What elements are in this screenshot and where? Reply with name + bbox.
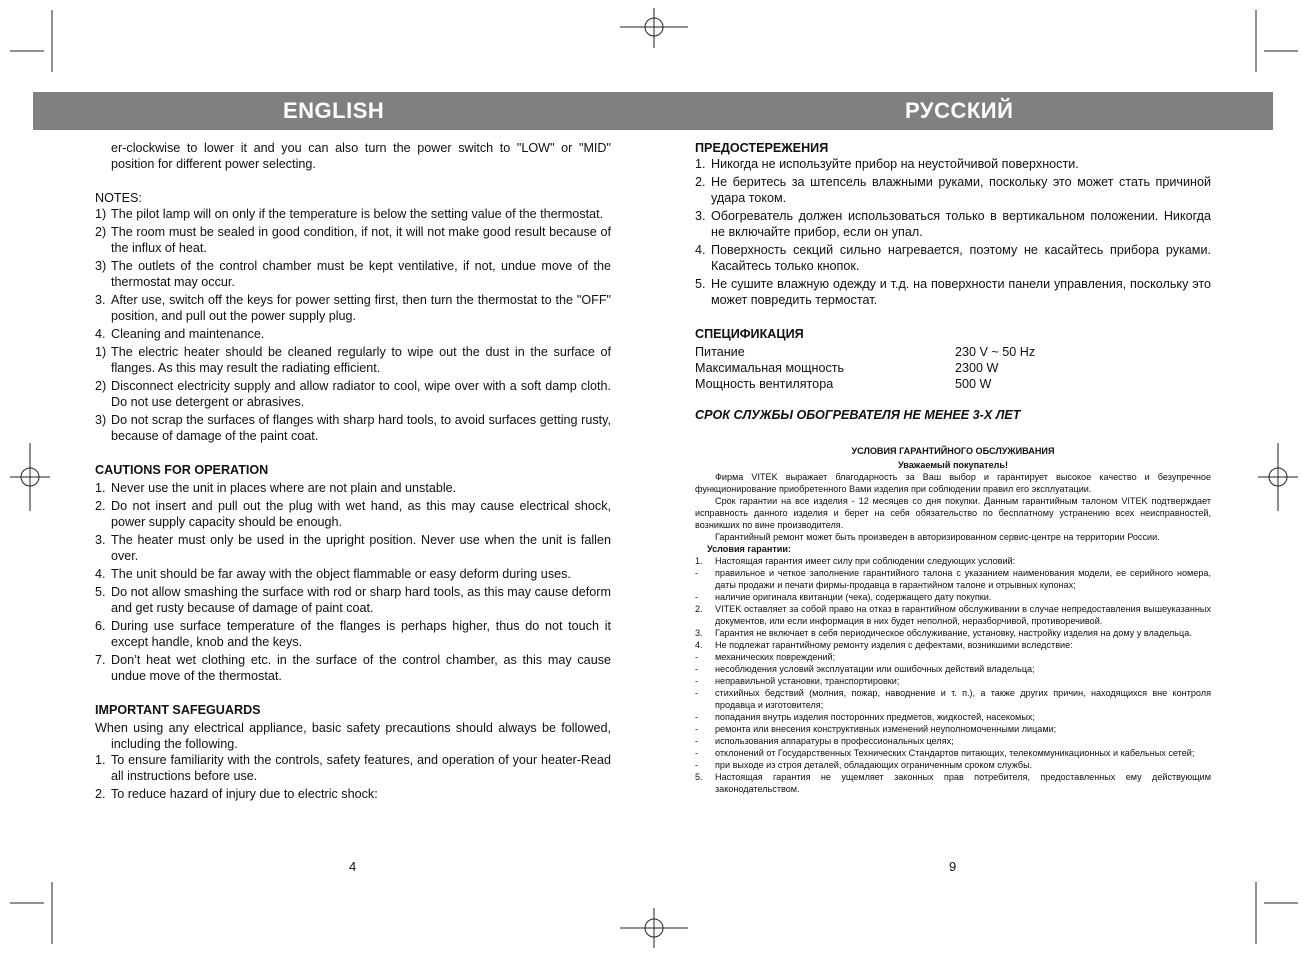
item-number: 2.: [95, 499, 106, 513]
list-item: [95, 412, 611, 444]
item-text: Do not allow smashing the surface with rod or sharp hard tools, as this may cause deform and get rusty because of damage of paint coat.: [111, 585, 611, 615]
warranty-item: [695, 627, 1211, 639]
item-number: 2.: [95, 787, 106, 801]
item-text: The electric heater should be cleaned regularly to wipe out the dust in the surface of flanges. As this may result the radiating efficient.: [111, 345, 611, 375]
item-text: After use, switch off the keys for power setting first, then turn the thermostat to the "OFF" position, and pull out the power supply plug.: [111, 293, 611, 323]
list-item: [695, 156, 1211, 172]
page-number-right: 9: [949, 859, 957, 874]
warranty-text: Не подлежат гарантийному ремонту изделия с дефектами, возникшими вследствие:: [715, 640, 1073, 650]
warranty-text: VITEK оставляет за собой право на отказ в гарантийном обслуживании в случае непредоставления вышеуказанных документов, или если информация в них будет неполной, неразборчивой, противоречивой.: [715, 604, 1211, 626]
warranty-bullet: -: [695, 676, 699, 686]
list-item: [95, 584, 611, 616]
warranty-paragraph: Гарантийный ремонт может быть произведен в авторизированном сервис-центре на территории России.: [715, 532, 1160, 542]
warranty-text: при выходе из строя деталей, обладающих ограниченным сроком службы.: [715, 760, 1033, 770]
warranty-text: наличие оригинала квитанции (чека), содержащего дату покупки.: [715, 592, 992, 602]
list-item: [95, 326, 611, 342]
warnings-list: [695, 156, 1211, 308]
item-number: 3.: [695, 209, 706, 223]
list-item: [95, 292, 611, 324]
warranty-paragraph: Срок гарантии на все изделия - 12 месяцев со дня покупки. Данным гарантийным талоном VITEK подтверждает исправность данного изделия и берет на себя обязательство по бесплатному устранению всех неисправностей, возникших по вине производителя.: [695, 496, 1211, 530]
list-item: [695, 174, 1211, 206]
item-text: The pilot lamp will on only if the temperature is below the setting value of the thermostat.: [111, 207, 604, 221]
warnings-title: ПРЕДОСТЕРЕЖЕНИЯ: [695, 141, 829, 155]
spec-row: [695, 344, 1211, 360]
item-number: 1.: [695, 157, 706, 171]
cautions-title: CAUTIONS FOR OPERATION: [95, 463, 269, 477]
item-text: Обогреватель должен использоваться только в вертикальном положении. Никогда не включайте прибор, если он упал.: [711, 209, 1211, 239]
warranty-item: [695, 555, 1211, 567]
warranty-bullet: -: [695, 736, 699, 746]
notes-list: [95, 206, 611, 444]
spec-key: Мощность вентилятора: [695, 377, 834, 391]
warranty-text: стихийных бедствий (молния, пожар, наводнение и т. п.), а также других причин, находящихся вне контроля продавца и изготовителя;: [715, 688, 1211, 710]
warranty-item: [695, 687, 1211, 711]
russian-column: [695, 140, 1211, 423]
item-text: Не беритесь за штепсель влажными руками, поскольку это может стать причиной удара током.: [711, 175, 1211, 205]
list-item: [95, 618, 611, 650]
item-text: The heater must only be used in the upright position. Never use when the unit is fallen over.: [111, 533, 611, 563]
item-number: 3): [95, 413, 107, 427]
list-item: [95, 652, 611, 684]
list-item: [695, 242, 1211, 274]
warranty-item: [695, 711, 1211, 723]
item-number: 3.: [95, 293, 106, 307]
warranty-bullet: -: [695, 664, 699, 674]
spec-value: 230 V ~ 50 Hz: [955, 345, 1036, 359]
warranty-greeting: Уважаемый покупатель!: [897, 460, 1009, 470]
intro-text: er-clockwise to lower it and you can also turn the power switch to "LOW" or "MID" position for different power selecting.: [111, 141, 611, 171]
warranty-text: механических повреждений;: [715, 652, 836, 662]
warranty-item: [695, 771, 1211, 795]
warranty-text: Настоящая гарантия не ущемляет законных прав потребителя, предоставленных ему действующим законодательством.: [715, 772, 1211, 794]
warranty-bullet: -: [695, 652, 699, 662]
item-text: Disconnect electricity supply and allow radiator to cool, wipe over with a soft damp cloth. Do not use detergent or abrasives.: [111, 379, 611, 409]
warranty-text: отклонений от Государственных Технических Стандартов питающих, телекоммуникационных и кабельных сетей;: [715, 748, 1195, 758]
item-text: Не сушите влажную одежду и т.д. на поверхности панели управления, поскольку это может повредить термостат.: [711, 277, 1211, 307]
lifetime-note: СРОК СЛУЖБЫ ОБОГРЕВАТЕЛЯ НЕ МЕНЕЕ 3-Х ЛЕТ: [695, 408, 1021, 422]
warranty-text: правильное и четкое заполнение гарантийного талона с указанием наименования модели, ее серийного номера, даты продажи и печати фирмы-продавца в гарантийном талоне и отрывных купонах;: [715, 568, 1211, 590]
warranty-item: [695, 735, 1211, 747]
warranty-bullet: -: [695, 760, 699, 770]
warranty-item: [695, 723, 1211, 735]
warranty-text: Настоящая гарантия имеет силу при соблюдении следующих условий:: [715, 556, 1016, 566]
warranty-section: [695, 445, 1211, 795]
item-text: Поверхность секций сильно нагревается, поэтому не касайтесь прибора руками. Касайтесь только кнопок.: [711, 243, 1211, 273]
notes-title: NOTES:: [95, 191, 142, 205]
warranty-text: неправильной установки, транспортировки;: [715, 676, 900, 686]
item-text: The room must be sealed in good condition, if not, it will not make good result because of the influx of heat.: [111, 225, 611, 255]
spec-value: 500 W: [955, 377, 992, 391]
warranty-item: [695, 567, 1211, 591]
list-item: [95, 786, 611, 802]
item-number: 3): [95, 259, 107, 273]
list-item: [95, 258, 611, 290]
warranty-text: несоблюдения условий эксплуатации или ошибочных действий владельца;: [715, 664, 1035, 674]
list-item: [95, 752, 611, 784]
warranty-item: [695, 759, 1211, 771]
list-item: [95, 224, 611, 256]
warranty-bullet: 4.: [695, 640, 703, 650]
item-text: To reduce hazard of injury due to electric shock:: [111, 787, 378, 801]
warranty-title: УСЛОВИЯ ГАРАНТИЙНОГО ОБСЛУЖИВАНИЯ: [851, 446, 1055, 456]
item-number: 4.: [695, 243, 706, 257]
warranty-text: ремонта или внесения конструктивных изменений неуполномоченными лицами;: [715, 724, 1057, 734]
item-number: 2): [95, 225, 107, 239]
spec-key: Питание: [695, 345, 745, 359]
warranty-bullet: 2.: [695, 604, 703, 614]
page-number-left: 4: [349, 859, 357, 874]
list-item: [95, 378, 611, 410]
item-number: 1.: [95, 481, 106, 495]
item-text: Никогда не используйте прибор на неустойчивой поверхности.: [711, 157, 1079, 171]
spec-table: [695, 344, 1211, 392]
item-number: 1.: [95, 753, 106, 767]
warranty-bullet: 5.: [695, 772, 703, 782]
spec-value: 2300 W: [955, 361, 999, 375]
warranty-item: [695, 639, 1211, 651]
warranty-conditions-label: Условия гарантии:: [707, 544, 791, 554]
list-item: [95, 566, 611, 582]
item-text: Don’t heat wet clothing etc. in the surface of the control chamber, as this may cause undue move of the thermostat.: [111, 653, 611, 683]
warranty-list: [695, 555, 1211, 795]
item-number: 3.: [95, 533, 106, 547]
list-item: [95, 498, 611, 530]
item-number: 5.: [95, 585, 106, 599]
item-text: During use surface temperature of the flanges is perhaps higher, thus do not touch it except handle, knob and the keys.: [111, 619, 611, 649]
warranty-item: [695, 651, 1211, 663]
item-number: 1): [95, 345, 107, 359]
warranty-item: [695, 603, 1211, 627]
warranty-bullet: -: [695, 748, 699, 758]
item-number: 4.: [95, 567, 106, 581]
warranty-text: использования аппаратуры в профессиональных целях;: [715, 736, 954, 746]
item-number: 4.: [95, 327, 106, 341]
list-item: [695, 208, 1211, 240]
spec-row: [695, 360, 1211, 376]
item-number: 1): [95, 207, 107, 221]
item-text: The unit should be far away with the object flammable or easy deform during uses.: [111, 567, 571, 581]
english-column: [95, 140, 611, 804]
cautions-list: [95, 480, 611, 684]
safeguards-list: [95, 752, 611, 802]
item-text: Do not insert and pull out the plug with wet hand, as this may cause electrical shock, power supply capacity should be enough.: [111, 499, 611, 529]
list-item: [95, 206, 611, 222]
item-number: 2.: [695, 175, 706, 189]
item-number: 7.: [95, 653, 106, 667]
item-text: To ensure familiarity with the controls, safety features, and operation of your heater-Read all instructions before use.: [111, 753, 611, 783]
item-number: 2): [95, 379, 107, 393]
spec-key: Максимальная мощность: [695, 361, 845, 375]
spec-row: [695, 376, 1211, 392]
warranty-item: [695, 747, 1211, 759]
list-item: [95, 532, 611, 564]
warranty-bullet: -: [695, 568, 699, 578]
warranty-bullet: 1.: [695, 556, 703, 566]
item-number: 6.: [95, 619, 106, 633]
warranty-bullet: -: [695, 688, 699, 698]
list-item: [95, 480, 611, 496]
warranty-bullet: -: [695, 712, 699, 722]
safeguards-intro: When using any electrical appliance, basic safety precautions should always be followed, including the following.: [95, 721, 611, 751]
warranty-text: Гарантия не включает в себя периодическое обслуживание, установку, настройку изделия на дому у владельца.: [715, 628, 1192, 638]
warranty-item: [695, 591, 1211, 603]
english-heading: ENGLISH: [283, 98, 385, 123]
safeguards-title: IMPORTANT SAFEGUARDS: [95, 703, 261, 717]
item-number: 5.: [695, 277, 706, 291]
item-text: The outlets of the control chamber must be kept ventilative, if not, undue move of the thermostat may occur.: [111, 259, 611, 289]
list-item: [95, 344, 611, 376]
item-text: Do not scrap the surfaces of flanges with sharp hard tools, to avoid surfaces getting rusty, because of damage of the paint coat.: [111, 413, 611, 443]
russian-heading: РУССКИЙ: [905, 98, 1014, 123]
warranty-item: [695, 663, 1211, 675]
list-item: [695, 276, 1211, 308]
warranty-bullet: 3.: [695, 628, 703, 638]
warranty-bullet: -: [695, 724, 699, 734]
warranty-text: попадания внутрь изделия посторонних предметов, жидкостей, насекомых;: [715, 712, 1035, 722]
spec-title: СПЕЦИФИКАЦИЯ: [695, 327, 804, 341]
warranty-item: [695, 675, 1211, 687]
warranty-bullet: -: [695, 592, 699, 602]
language-banner: [33, 92, 1273, 130]
item-text: Cleaning and maintenance.: [111, 327, 265, 341]
item-text: Never use the unit in places where are not plain and unstable.: [111, 481, 457, 495]
warranty-paragraph: Фирма VITEK выражает благодарность за Ваш выбор и гарантирует высокое качество и безупречное функционирование приобретенного Вами изделия при соблюдении правил его эксплуатации.: [695, 472, 1211, 494]
